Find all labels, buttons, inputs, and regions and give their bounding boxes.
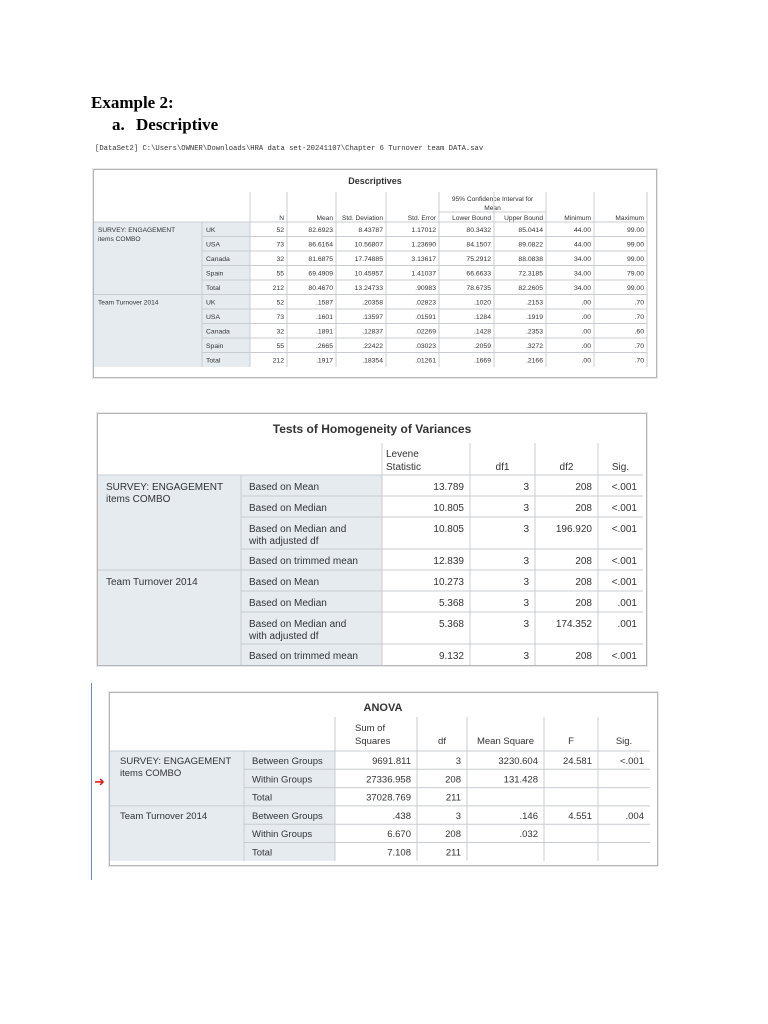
table-cell: .1891 [315,328,333,336]
table-cell: 72.3185 [518,270,543,278]
anova-title: ANOVA [363,702,403,714]
category-label: Within Groups [252,774,313,786]
category-label: Between Groups [252,756,323,767]
category-label: Based on trimmed mean [249,651,358,662]
table-cell: 69.4909 [308,270,333,278]
column-header: Statistic [386,462,422,473]
table-cell: 208 [575,577,592,588]
subheading-text: Descriptive [136,115,219,134]
table-cell: .1919 [525,314,543,321]
table-cell: .2059 [473,343,491,350]
anova-table-svg [110,693,657,865]
table-cell: .2665 [315,343,333,350]
table-cell: 3 [523,524,529,535]
table-cell: .00 [581,314,591,321]
table-cell: .1020 [473,299,491,307]
column-header: F [568,736,574,747]
table-cell: 6.670 [387,829,411,841]
table-cell: 84.1507 [466,241,491,249]
ci-header: 95% Confidence Interval for [451,196,534,203]
category-label: Canada [206,328,230,336]
table-cell: 17.74885 [354,256,383,263]
table-cell: 3.13617 [411,256,436,263]
table-cell: .438 [392,810,411,822]
category-label: USA [206,314,220,321]
table-cell: 3 [523,556,529,567]
table-cell: .90983 [415,285,436,292]
table-cell: 37028.769 [366,792,411,804]
table-cell: 82.2605 [518,285,543,292]
table-cell: .60 [634,328,644,336]
table-cell: 4.551 [568,810,592,822]
table-cell: 34.00 [573,270,591,278]
group-label: Team Turnover 2014 [120,810,208,822]
column-header: Maximum [615,215,644,222]
column-header: Mean Square [476,736,535,747]
example-heading: Example 2: [91,93,174,112]
column-header: df1 [495,462,510,473]
group-label: items COMBO [98,236,141,243]
table-cell: .70 [634,314,644,321]
category-label: Within Groups [252,829,313,841]
table-cell: 27336.958 [366,774,411,786]
table-cell: 13.789 [433,482,464,493]
table-cell: 32 [276,256,284,263]
table-cell: .004 [625,810,644,822]
table-cell: 99.00 [626,256,644,263]
homogeneity-table-svg [98,414,646,665]
table-cell: 86.6164 [308,241,333,249]
table-cell: 89.0822 [518,241,543,249]
column-header: df [438,736,446,747]
table-cell: .20358 [362,299,383,307]
column-header: Sig. [611,462,630,473]
table-cell: 66.6633 [466,270,491,278]
table-cell: 208 [575,556,592,567]
table-cell: <.001 [611,577,637,588]
table-cell: <.001 [611,556,637,567]
column-header: df2 [559,462,574,473]
category-label: Spain [206,270,224,278]
table-cell: .1669 [473,357,491,365]
group-label: Team Turnover 2014 [106,577,198,588]
column-header: Sig. [615,736,633,747]
table-cell: 208 [575,598,592,609]
table-cell: .01261 [415,357,436,365]
table-cell: 10.805 [433,503,464,514]
ci-header: Mean [484,205,501,212]
group-label: SURVEY: ENGAGEMENT [120,756,232,767]
table-cell: 80.4670 [308,285,333,292]
table-cell: 75.2912 [466,256,491,263]
table-cell: 3 [523,503,529,514]
table-cell: 3 [523,482,529,493]
table-cell: 3 [523,651,529,662]
table-cell: 32 [276,328,284,336]
table-cell: 208 [575,482,592,493]
column-header: Lower Bound [452,215,491,222]
table-cell: <.001 [611,482,637,493]
table-cell: 82.6923 [308,227,333,234]
table-cell: .1587 [315,299,333,307]
table-cell: 12.839 [433,556,464,567]
table-cell: .70 [634,357,644,365]
table-cell: 1.17012 [411,227,436,234]
table-cell: 52 [276,227,284,234]
table-cell: .1428 [473,328,491,336]
table-cell: .13597 [362,314,383,321]
table-cell: 44.00 [573,227,591,234]
table-cell: .001 [617,619,637,630]
table-cell: 55 [276,343,284,350]
table-cell: .1917 [315,357,333,365]
table-cell: .2353 [525,328,543,336]
change-bar [91,683,92,880]
table-cell: 196.920 [555,524,592,535]
category-label: Based on Mean [249,577,320,588]
table-cell: 73 [276,241,284,249]
descriptives-table [93,169,657,378]
red-arrow-icon: ➜ [94,774,105,789]
column-header: Minimum [564,215,591,222]
category-label: Total [252,847,273,859]
column-header: Sum of [355,723,386,734]
table-cell: 9.132 [438,651,464,662]
table-cell: 55 [276,270,284,278]
table-cell: 1.41037 [411,270,436,278]
anova-table [109,692,658,866]
column-header: Mean [316,215,333,222]
table-cell: 3 [523,619,529,630]
category-label: with adjusted df [249,631,319,642]
table-cell: 3230.604 [498,756,538,767]
table-cell: 5.368 [438,598,464,609]
table-cell: 10.45957 [354,270,383,278]
table-cell: .18354 [362,357,383,365]
table-cell: .146 [519,810,538,822]
table-cell: .2153 [525,299,543,307]
table-cell: 10.805 [433,524,464,535]
table-cell: .00 [581,343,591,350]
table-cell: 99.00 [626,285,644,292]
column-header: Std. Deviation [341,215,383,222]
table-cell: 81.6875 [308,256,333,263]
category-label: Total [206,357,221,365]
group-label: SURVEY: ENGAGEMENT [98,227,176,234]
category-label: UK [206,299,216,307]
table-cell: 78.6735 [466,285,491,292]
category-label: Based on trimmed mean [249,556,358,567]
table-cell: 79.00 [626,270,644,278]
table-cell: 131.428 [503,774,538,786]
table-cell: 208 [445,829,461,841]
table-cell: <.001 [611,524,637,535]
table-cell: .00 [581,328,591,336]
column-header: Levene [386,449,419,460]
category-label: Total [252,792,273,804]
table-cell: 99.00 [626,241,644,249]
table-cell: 208 [575,503,592,514]
table-cell: <.001 [611,503,637,514]
table-cell: .22422 [362,343,383,350]
table-cell: 34.00 [573,285,591,292]
category-label: with adjusted df [249,536,319,547]
group-label: items COMBO [120,768,182,779]
group-label: items COMBO [106,494,171,505]
table-cell: 13.24733 [354,285,383,292]
table-cell: 212 [272,285,284,292]
table-cell: .70 [634,299,644,307]
table-cell: .001 [617,598,637,609]
table-cell: .70 [634,343,644,350]
table-cell: .03023 [415,343,436,350]
table-cell: 3 [523,598,529,609]
category-label: USA [206,241,220,249]
table-cell: .02269 [415,328,436,336]
table-cell: 208 [445,774,461,786]
table-cell: 3 [455,756,461,767]
table-cell: 3 [455,810,461,822]
table-cell: .00 [581,357,591,365]
column-header: Std. Error [407,215,436,222]
table-cell: 44.00 [573,241,591,249]
category-label: Based on Median and [249,619,347,630]
table-cell: 208 [575,651,592,662]
category-label: Spain [206,343,224,350]
table-cell: 85.0414 [518,227,543,234]
table-cell: 10.273 [433,577,464,588]
table-cell: 211 [445,847,461,859]
table-cell: 211 [445,792,461,804]
table-cell: 3 [523,577,529,588]
table-cell: 80.3432 [466,227,491,234]
subheading-number: a. [112,115,125,134]
table-cell: 7.108 [387,847,411,859]
table-cell: 9691.811 [372,756,411,767]
column-header: N [279,215,284,222]
column-header: Squares [355,736,391,747]
table-cell: 73 [276,314,284,321]
table-cell: 88.0838 [518,256,543,263]
table-cell: .3272 [525,343,543,350]
table-cell: 1.23690 [411,241,436,249]
category-label: Canada [206,256,230,263]
table-cell: 24.581 [562,756,592,767]
descriptives-table-svg [94,170,656,377]
table-cell: .1284 [473,314,491,321]
table-cell: <.001 [619,756,644,767]
table-cell: 34.00 [573,256,591,263]
table-cell: 99.00 [626,227,644,234]
table-cell: 174.352 [555,619,592,630]
category-label: Based on Median and [249,524,347,535]
column-header: Upper Bound [504,215,543,222]
table-cell: .2166 [525,357,543,365]
section-subheading [112,115,218,135]
table-cell: <.001 [611,651,637,662]
category-label: Based on Mean [249,482,320,493]
category-label: Based on Median [249,598,327,609]
table-cell: .02823 [415,299,436,307]
group-label: Team Turnover 2014 [98,299,159,307]
table-cell: .00 [581,299,591,307]
table-cell: 52 [276,299,284,307]
dataset-path: [DataSet2] C:\Users\OWNER\Downloads\HRA data set-20241107\Chapter 6 Turnover team DATA.sav [95,145,484,153]
table-cell: 10.56807 [354,241,383,249]
table-cell: 8.43787 [358,227,383,234]
group-label: SURVEY: ENGAGEMENT [106,482,224,493]
table-cell: 5.368 [438,619,464,630]
table-cell: .12837 [362,328,383,336]
table-cell: .032 [519,829,538,841]
homogeneity-title: Tests of Homogeneity of Variances [272,422,472,436]
category-label: Total [206,285,221,292]
table-cell: .01591 [415,314,436,321]
table-cell: .1601 [315,314,333,321]
category-label: UK [206,227,216,234]
category-label: Based on Median [249,503,327,514]
homogeneity-table [97,413,647,666]
category-label: Between Groups [252,810,323,822]
table-cell: 212 [272,357,284,365]
descriptives-title: Descriptives [348,176,402,186]
